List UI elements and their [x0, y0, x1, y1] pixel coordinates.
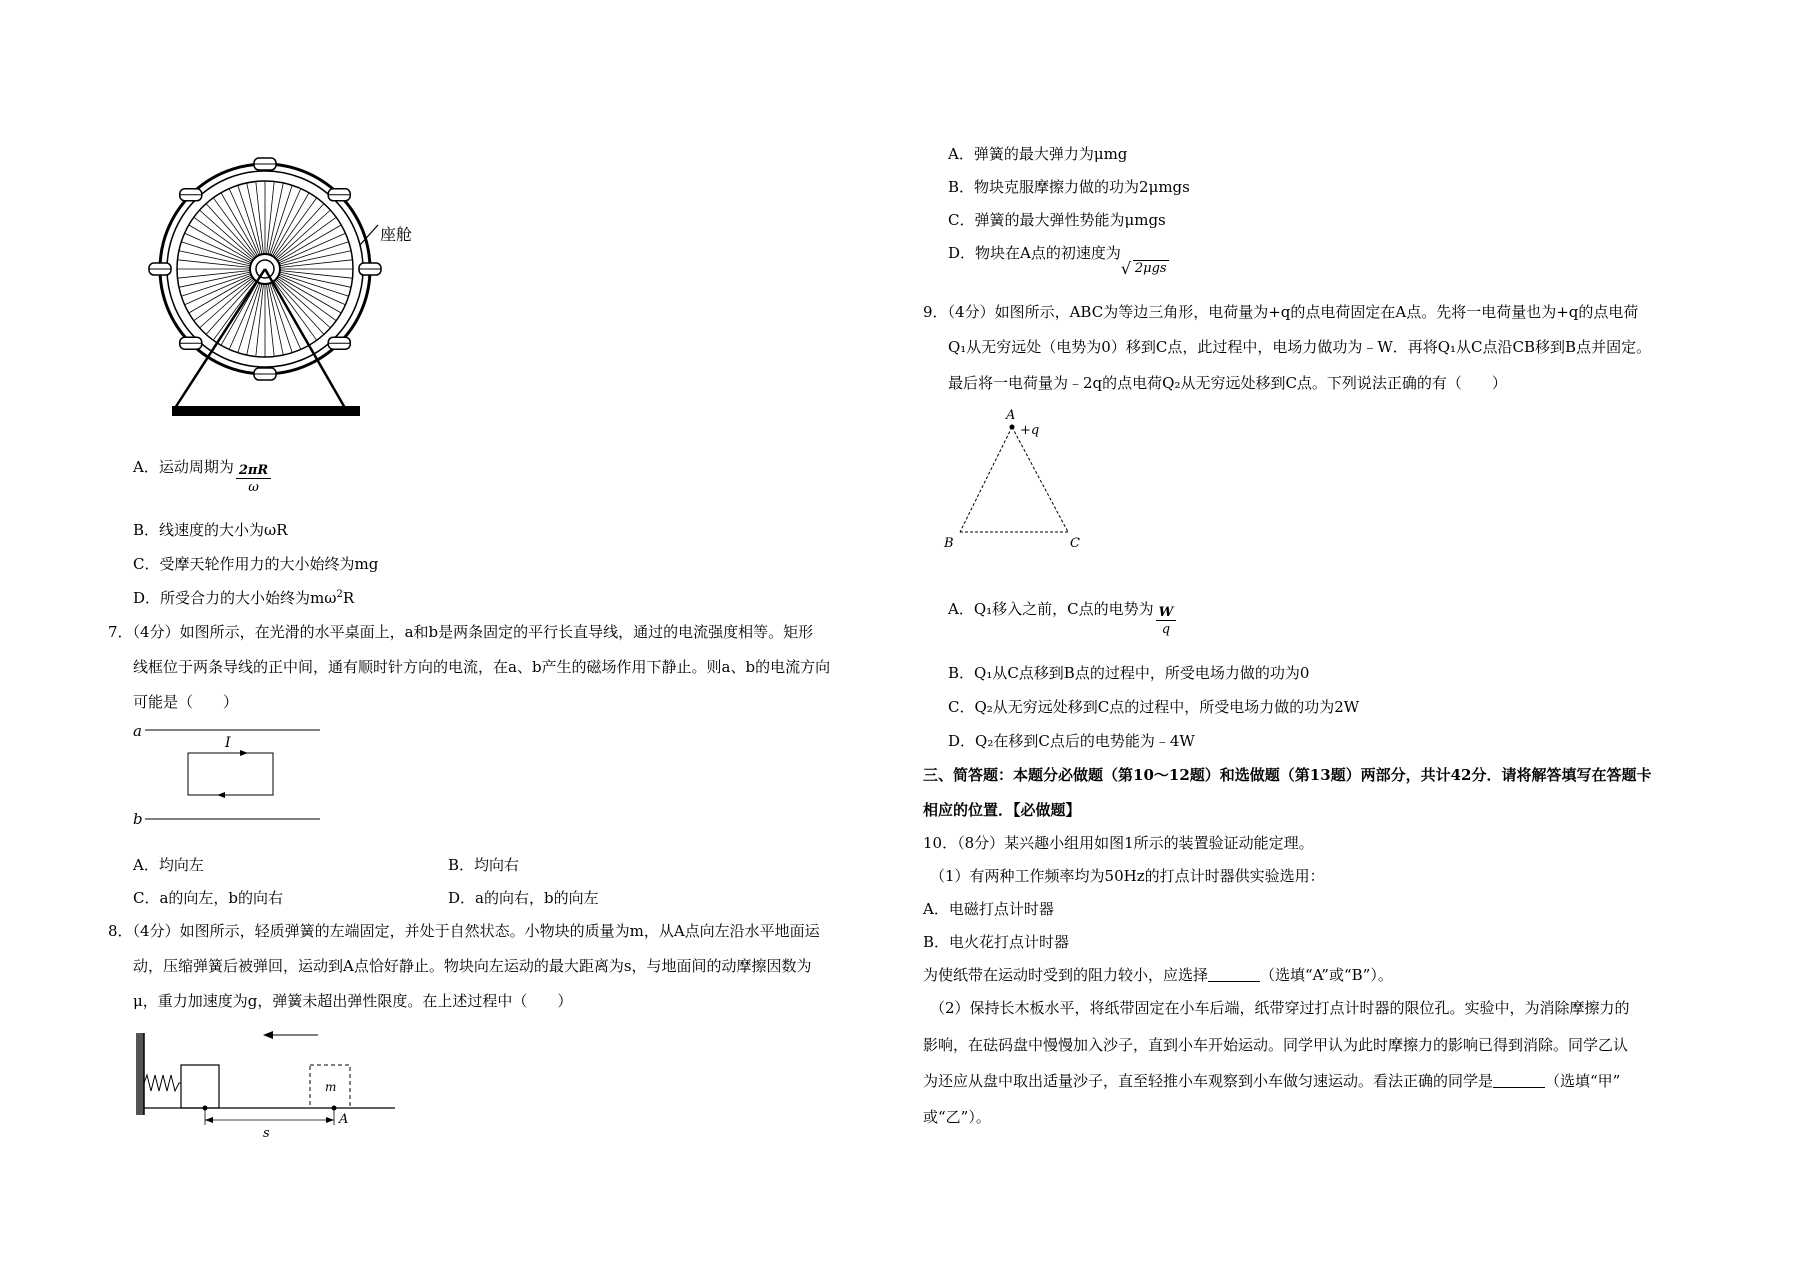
q10-part2-line3-suffix: （选填“甲”	[1545, 1072, 1621, 1090]
q10-part1-question-text: 为使纸带在运动时受到的阻力较小，应选择	[923, 966, 1209, 984]
section3-heading-line1: 三、简答题：本题分必做题（第10～12题）和选做题（第13题）两部分，共计42分．请将解答填写在答题卡	[923, 766, 1652, 784]
q9-charge-label: +q	[1020, 423, 1040, 438]
q10-part2-line1: （2）保持长木板水平，将纸带固定在小车后端，纸带穿过打点计时器的限位孔。实验中，为消除摩擦力的	[930, 999, 1630, 1017]
q6-option-c: C．受摩天轮作用力的大小始终为mg	[133, 555, 379, 573]
q6-option-a-text: A．运动周期为	[133, 457, 234, 476]
q9-option-b: B．Q₁从C点移到B点的过程中，所受电场力做的功为0	[948, 664, 1310, 682]
q9-option-a	[948, 594, 1176, 638]
q10-part1-question	[923, 966, 1393, 984]
q9-option-a-denominator: q	[1161, 622, 1171, 638]
ferris-cabin	[180, 337, 202, 349]
q8-stem-line3: μ，重力加速度为g，弹簧未超出弹性限度。在上述过程中（ ）	[133, 992, 573, 1010]
right-column	[920, 0, 1800, 1282]
ferris-wheel-figure	[130, 140, 430, 430]
q7-option-c: C．a的向左，b的向右	[133, 889, 284, 907]
q10-answer-blank-1[interactable]	[1208, 981, 1260, 982]
q10-part2-line4: 或“乙”）。	[923, 1108, 991, 1126]
q8-option-d-text: D．物块在A点的初速度为	[948, 244, 1121, 262]
q9-point-a-label: A	[1006, 408, 1016, 423]
q7-option-d: D．a的向右，b的向左	[448, 889, 599, 907]
q7-stem-line1: 7．（4分）如图所示，在光滑的水平桌面上，a和b是两条固定的平行长直导线，通过的电流强度相等。矩形	[108, 623, 814, 641]
ferris-cabin	[328, 337, 350, 349]
section3-heading-line2: 相应的位置．【必做题】	[923, 801, 1081, 819]
q10-part2-line2: 影响，在砝码盘中慢慢加入沙子，直到小车开始运动。同学甲认为此时摩擦力的影响已得到消除。同学乙认	[923, 1036, 1629, 1054]
q10-stem-line1: 10．（8分）某兴趣小组用如图1所示的装置验证动能定理。	[923, 834, 1314, 852]
q7-option-b: B．均向右	[448, 856, 520, 874]
ferris-cabin	[254, 368, 276, 380]
q8-option-d	[948, 244, 1169, 278]
q7-wire-b-label: b	[133, 810, 143, 828]
q8-option-d-radicand: 2μgs	[1134, 261, 1167, 276]
left-column	[0, 0, 900, 1282]
ferris-cabin	[254, 158, 276, 170]
q7-stem-line3: 可能是（ ）	[133, 693, 239, 711]
q8-spring-figure	[133, 1025, 403, 1141]
q8-option-b: B．物块克服摩擦力做的功为2μmgs	[948, 178, 1190, 196]
q6-option-d-text: D．所受合力的大小始终为mω	[133, 589, 337, 607]
q7-wire-a-label: a	[133, 722, 142, 740]
q9-option-a-fraction	[1156, 606, 1177, 638]
q9-option-d: D．Q₂在移到C点后的电势能为﹣4W	[948, 732, 1195, 750]
q8-point-a-label: A	[339, 1112, 349, 1127]
q10-part2-line3	[923, 1072, 1620, 1090]
q9-point-c-label: C	[1070, 536, 1080, 551]
q7-current-label: I	[225, 735, 231, 751]
q6-option-d-superscript: 2	[336, 589, 343, 600]
q6-option-a-fraction	[236, 464, 271, 496]
q7-wire-figure	[130, 718, 330, 828]
ferris-cabin	[180, 189, 202, 201]
q8-stem-line1: 8．（4分）如图所示，轻质弹簧的左端固定，并处于自然状态。小物块的质量为m，从A点向左沿水平地面运	[108, 922, 820, 940]
q6-option-b: B．线速度的大小为ωR	[133, 521, 288, 539]
q10-part2-line3-text: 为还应从盘中取出适量沙子，直至轻推小车观察到小车做匀速运动。看法正确的同学是	[923, 1072, 1494, 1090]
q8-distance-label: s	[263, 1126, 270, 1141]
q8-mass-label: m	[325, 1080, 337, 1094]
q9-point-b-label: B	[944, 536, 954, 551]
ferris-cabin	[359, 263, 381, 275]
q9-triangle-figure	[940, 405, 1110, 555]
ferris-cabin	[328, 189, 350, 201]
q9-option-a-text: A．Q₁移入之前，C点的电势为	[948, 599, 1154, 618]
q10-option-b: B．电火花打点计时器	[923, 933, 1070, 951]
ferris-cabin-label: 座舱	[380, 225, 413, 244]
q9-stem-line2: Q₁从无穷远处（电势为0）移到C点，此过程中，电场力做功为﹣W．再将Q₁从C点沿CB移到B点并固定。	[948, 338, 1652, 356]
q8-option-c: C．弹簧的最大弹性势能为μmgs	[948, 211, 1166, 229]
q6-option-d	[133, 589, 354, 607]
ferris-cabin	[149, 263, 171, 275]
q6-option-a-numerator: 2πR	[236, 464, 271, 479]
q9-option-a-numerator: W	[1156, 606, 1177, 621]
q6-option-a-denominator: ω	[248, 480, 259, 496]
q8-option-d-sqrt: √ 2μgs	[1120, 259, 1167, 278]
q9-option-c: C．Q₂从无穷远处移到C点的过程中，所受电场力做的功为2W	[948, 698, 1360, 716]
q10-option-a: A．电磁打点计时器	[923, 900, 1054, 918]
q6-option-d-suffix: R	[342, 589, 355, 607]
q6-option-a	[133, 452, 271, 496]
q10-part1-question-suffix: （选填“A”或“B”）。	[1260, 966, 1393, 984]
q10-answer-blank-2[interactable]	[1493, 1087, 1545, 1088]
q10-part1: （1）有两种工作频率均为50Hz的打点计时器供实验选用：	[930, 867, 1325, 885]
q8-option-a: A．弹簧的最大弹力为μmg	[948, 145, 1128, 163]
q8-stem-line2: 动，压缩弹簧后被弹回，运动到A点恰好静止。物块向左运动的最大距离为s，与地面间的动摩擦因数为	[133, 957, 812, 975]
q7-stem-line2: 线框位于两条导线的正中间，通有顺时针方向的电流，在a、b产生的磁场作用下静止。则a、b的电流方向	[133, 658, 831, 676]
q9-stem-line1: 9．（4分）如图所示，ABC为等边三角形，电荷量为+q的点电荷固定在A点。先将一电荷量也为+q的点电荷	[923, 303, 1639, 321]
q9-stem-line3: 最后将一电荷量为﹣2q的点电荷Q₂从无穷远处移到C点。下列说法正确的有（ ）	[948, 374, 1507, 392]
q7-option-a: A．均向左	[133, 856, 204, 874]
